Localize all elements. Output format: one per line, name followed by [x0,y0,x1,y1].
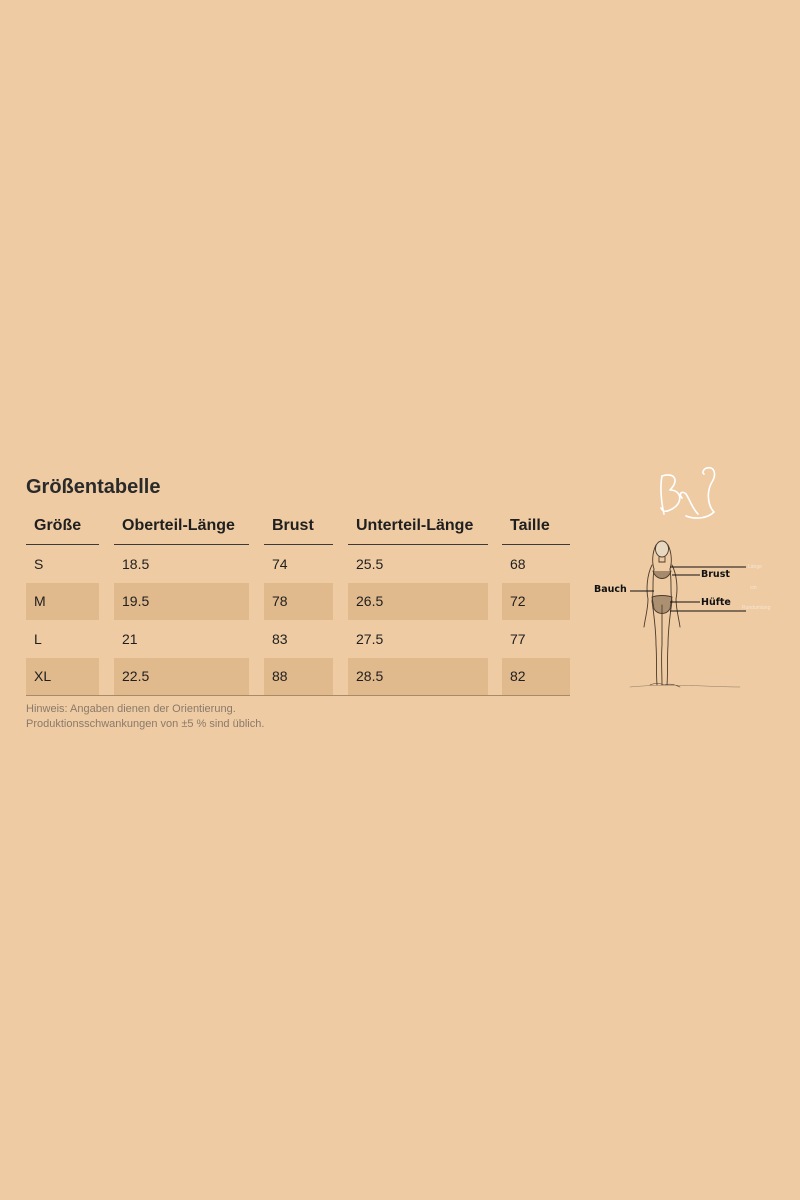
header-bottom-length: Unterteil-Länge [348,508,488,545]
cell-top-length: 22.5 [114,658,249,696]
header-waist: Taille [502,508,570,545]
cell-size: L [34,630,42,647]
tiny-label-round: Rundumlang [742,605,771,611]
cell-bust: 74 [272,555,288,572]
header-size: Größe [26,508,99,545]
cell-bottom-length: 25.5 [356,555,384,572]
table-row [26,583,570,621]
cell-waist: 72 [502,583,570,621]
cell-size: S [34,555,44,572]
note-line-1: Hinweis: Angaben dienen der Orientierung. [26,703,236,715]
cell-bust: 83 [272,630,288,647]
cell-bust: 78 [264,583,333,621]
swan-logo-icon [652,462,722,526]
cell-top-length: 19.5 [114,583,249,621]
header-bust: Brust [264,508,333,545]
cell-bottom-length: 26.5 [348,583,488,621]
header-top-length: Oberteil-Länge [114,508,249,545]
note-line-2: Produktionsschwankungen von ±5 % sind üblich. [26,718,265,730]
table-header [26,508,570,545]
cell-top-length: 18.5 [122,555,150,572]
table-row [26,658,570,696]
label-hip: Hüfte [701,597,731,608]
cell-waist: 68 [510,555,526,572]
cell-top-length: 21 [122,630,138,647]
note [26,702,264,732]
cell-waist: 82 [502,658,570,696]
tiny-label-length: Länge [748,564,762,570]
size-table [26,508,570,695]
table-row [26,545,570,583]
tiny-label-cm: cm [750,585,757,591]
measurement-figure [590,535,776,693]
label-bust: Brust [701,569,730,580]
cell-bust: 88 [264,658,333,696]
table-row [26,620,570,658]
table-bottom-rule [26,695,570,696]
cell-size: M [26,583,99,621]
cell-waist: 77 [510,630,526,647]
cell-bottom-length: 28.5 [348,658,488,696]
label-belly: Bauch [594,584,627,595]
cell-bottom-length: 27.5 [356,630,384,647]
woman-figure-icon [590,535,776,693]
cell-size: XL [26,658,99,696]
page-title: Größentabelle [26,476,161,498]
